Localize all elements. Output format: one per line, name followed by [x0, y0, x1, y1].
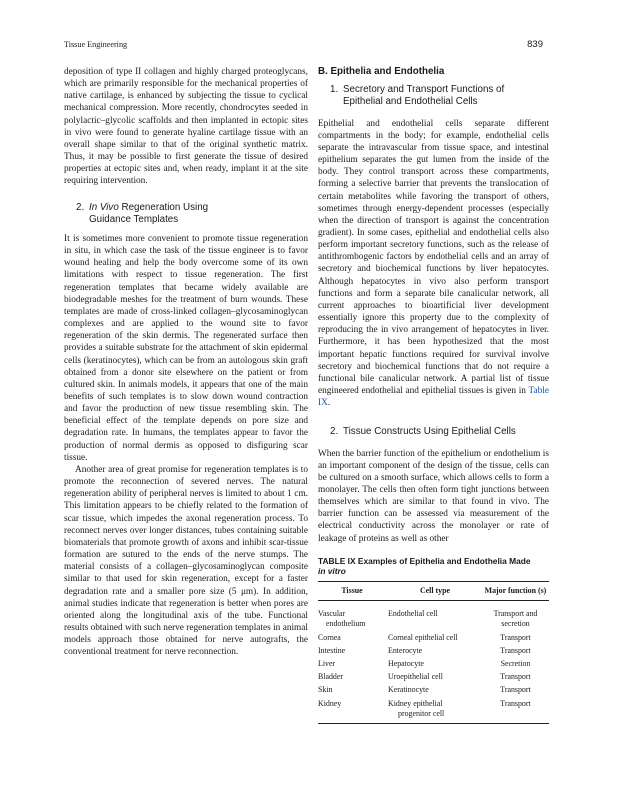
function-cell	[482, 657, 549, 670]
cell-type-cell-text: Endothelial cell	[388, 609, 438, 619]
function-cell-text: Transport and	[493, 609, 538, 619]
page-number: 839	[527, 39, 543, 50]
function-cell	[482, 697, 549, 724]
subsection-heading	[318, 84, 549, 108]
tissue-cell-text-continued: endothelium	[326, 619, 366, 629]
data-table	[318, 581, 549, 724]
table-caption-title: TABLE IX Examples of Epithelia and Endothelia Made	[318, 555, 531, 566]
right-column	[318, 66, 549, 724]
cell-type-cell	[386, 670, 482, 683]
function-cell	[482, 601, 549, 631]
cell-type-cell-text: Enterocyte	[388, 645, 423, 655]
subsection-heading	[64, 202, 308, 226]
subsection-title: Regeneration Using	[118, 201, 209, 213]
table-row	[318, 631, 549, 644]
body-paragraph: It is sometimes more convenient to promote tissue regeneration in situ, in which case the task of the tissue engineer is to favor wound healing and help the body overcome some of its own limitations with respect to tissue regeneration. The first regeneration templates that became widely available are biodegradable meshes for the treatment of burn wounds. These templates are made of cross-linked collagen–glycosaminoglycan complexes and are applied to the wound site to favor regeneration of the skin dermis. The regenerated surface then provides a suitable substrate for the attachment of skin epidermal cells (keratinocytes), which can be from an autologous skin graft obtained from a donor site elsewhere on the patient or from cultured skin. In animals models, it appears that one of the main benefits of such templates is to slow down wound contraction and favor the production of new tissue resembling skin. The beneficial effect of the template depends on pore size and degradation rate. In humans, the templates appear to favor the production of normal dermis as opposed to disfiguring scar tissue.	[64, 233, 308, 463]
table-body	[318, 601, 549, 724]
paragraph-text-end: .	[327, 398, 331, 409]
left-column	[64, 66, 308, 658]
table-caption	[318, 556, 549, 577]
function-cell-text: Secretion	[500, 658, 531, 668]
subsection-title-continued: Epithelial and Endothelial Cells	[343, 96, 478, 108]
cell-type-cell	[386, 657, 482, 670]
table-row	[318, 644, 549, 657]
cell-type-cell-text: Hepatocyte	[388, 658, 424, 668]
subsection-number: 2.	[76, 201, 85, 213]
cell-type-cell-text: Kidney epithelial	[388, 698, 443, 708]
tissue-cell	[318, 670, 386, 683]
function-cell-text: Transport	[500, 685, 531, 695]
tissue-cell	[318, 683, 386, 696]
tissue-cell	[318, 644, 386, 657]
tissue-cell-text: Skin	[318, 685, 333, 695]
cell-type-cell	[386, 644, 482, 657]
cell-type-cell	[386, 683, 482, 696]
cell-type-cell-text-continued: progenitor cell	[398, 708, 445, 718]
function-cell-text: Transport	[500, 698, 531, 708]
subsection-title: Tissue Constructs Using Epithelial Cells	[343, 426, 516, 438]
body-paragraph: Another area of great promise for regeneration templates is to promote the reconnection of severed nerves. The natural regeneration ability of peripheral nerves is limited to about 1 cm. This limitation appears to be chiefly related to the formation of scar tissue, which impedes the axonal regeneration process. To reconnect nerves over longer distances, tubes containing suitable biomaterials that promote growth of axons and inhibit scar-tissue formation are sutured to the ends of the nerve stumps. The material consists of a collagen–glycosaminoglycan composite similar to that used for skin regeneration, except for a faster degradation rate and a smaller pore size (5 μm). In addition, animal studies indicate that regeneration is better when pores are oriented along the longitudinal axis of the tube. Functional results obtained with such nerve regeneration templates in animal models approach those obtained for nerve autografts, the conventional treatment for nerve reconnection.	[64, 464, 308, 658]
cell-type-cell-text: Corneal epithelial cell	[388, 632, 458, 642]
cell-type-cell-text: Keratinocyte	[388, 685, 429, 695]
tissue-cell-text: Vascular	[318, 609, 346, 619]
tissue-cell	[318, 657, 386, 670]
function-cell-text: Transport	[500, 645, 531, 655]
table-header-row	[318, 581, 549, 600]
tissue-cell-text: Liver	[318, 658, 336, 668]
tissue-cell	[318, 631, 386, 644]
table-row	[318, 601, 549, 631]
body-paragraph: When the barrier function of the epithelium or endothelium is an important component of the design of the tissue, cells can be cultured on a smooth surface, which allows cells to form a monolayer. The cells then often form tight junctions between themselves which are similar to that found in vivo. The barrier function can be assessed via measurement of the electrical conductivity across the monolayer or rate of leakage of proteins as well as other	[318, 448, 549, 544]
function-cell	[482, 631, 549, 644]
subsection-heading	[318, 426, 549, 438]
table-row	[318, 683, 549, 696]
function-cell-text-continued: secretion	[501, 619, 530, 629]
body-paragraph	[318, 118, 549, 410]
body-paragraph: deposition of type II collagen and highly charged proteoglycans, which are primarily responsible for the mechanical properties of native cartilage, is enhanced by subjecting the tissue to cyclical mechanical compression. More recently, chondrocytes seeded in polylactic–glycolic scaffolds and then implanted in ectopic sites in vivo were found to generate hyaline cartilage tissue with an overall shape similar to that of the original synthetic matrix. Thus, it may be possible to first generate the tissue of desired properties at ectopic sites and, when ready, implant it at the site requiring intervention.	[64, 67, 308, 187]
subsection-title: Secretory and Transport Functions of	[343, 84, 505, 96]
column-header: Cell type	[386, 581, 482, 600]
table-row	[318, 670, 549, 683]
table-block	[318, 556, 549, 724]
function-cell	[482, 683, 549, 696]
table-reference-link[interactable]: Table IX	[318, 386, 549, 409]
subsection-title-continued: Guidance Templates	[89, 213, 179, 225]
cell-type-cell-text: Uroepithelial cell	[388, 672, 443, 682]
table-row	[318, 657, 549, 670]
subsection-number: 2.	[330, 426, 339, 438]
running-head: Tissue Engineering	[64, 40, 128, 49]
table-row	[318, 697, 549, 724]
tissue-cell-text: Intestine	[318, 645, 346, 655]
column-header: Tissue	[318, 581, 386, 600]
section-heading: B. Epithelia and Endothelia	[318, 66, 445, 77]
function-cell	[482, 644, 549, 657]
tissue-cell-text: Bladder	[318, 672, 343, 682]
tissue-cell-text: Kidney	[318, 698, 342, 708]
cell-type-cell	[386, 601, 482, 631]
paragraph-text: Epithelial and endothelial cells separate different compartments in the body; for example, endothelial cells separate the intravascular from tissue space, and intestinal epithelium separates the gut lumen from the inside of the body. They control transport across these compartments, forming a selective barrier that prevents the translocation of certain metabolites while favoring the transport of others, sometimes through energy-dependent processes (especially when the direction of transport is against the concentration gradient). In some cases, epithelial and endothelial cells also perform important secretory functions, such as the release of antithrombogenic factors by endothelial cells and an array of secretory and biochemical functions by liver hepatocytes. Although hepatocytes in vivo also perform transport functions and form a separate bile canalicular network, all current approaches to bioartificial liver development essentially ignore this property due to the complexity of reproducing the in vivo arrangement of hepatocytes in liver. Furthermore, it has been hypothesized that the most important hepatic functions required for survival involve secretory and biochemical functions that do not require a functional bile canalicular network. A partial list of tissue engineered endothelial and epithelial tissues is given in	[318, 118, 549, 396]
function-cell	[482, 670, 549, 683]
cell-type-cell	[386, 631, 482, 644]
subsection-title-italic: In Vivo	[89, 201, 119, 213]
tissue-cell	[318, 697, 386, 724]
function-cell-text: Transport	[500, 672, 531, 682]
tissue-cell-text: Cornea	[318, 632, 341, 642]
function-cell-text: Transport	[500, 632, 531, 642]
tissue-cell	[318, 601, 386, 631]
table-caption-italic: in vitro	[318, 566, 346, 577]
cell-type-cell	[386, 697, 482, 724]
subsection-number: 1.	[330, 84, 339, 96]
column-header: Major function (s)	[482, 581, 549, 600]
